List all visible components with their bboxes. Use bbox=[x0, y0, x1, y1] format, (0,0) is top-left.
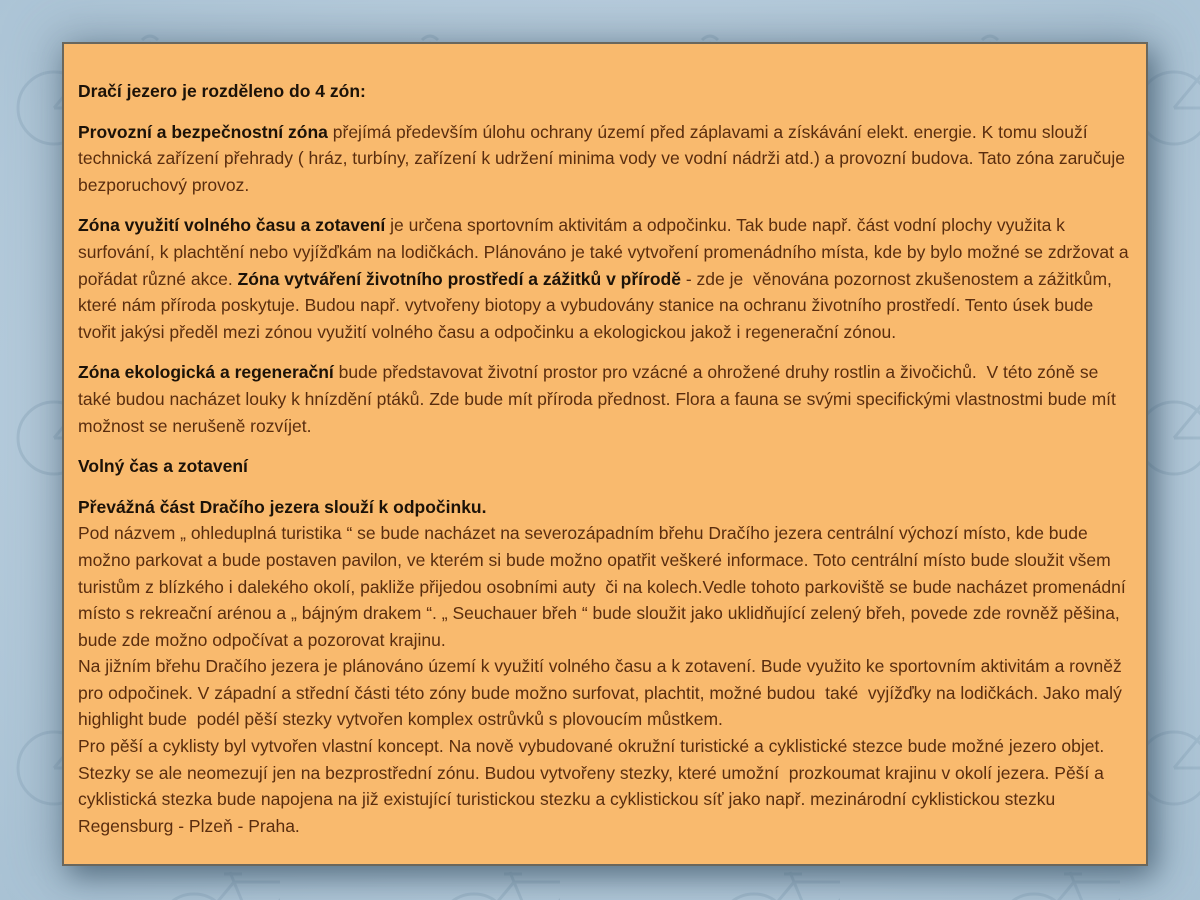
paragraph bbox=[78, 653, 1132, 733]
paragraph bbox=[78, 119, 1132, 199]
bold-run: Zóna využití volného času a zotavení bbox=[78, 215, 391, 236]
blank-line bbox=[78, 105, 1132, 119]
paragraph bbox=[78, 78, 1132, 105]
blank-line bbox=[78, 480, 1132, 494]
text-run: Pod názvem „ ohleduplná turistika “ se bude nacházet na severozápadním břehu Dračího jezera centrální výchozí místo, kde bude možno parkovat a bude postaven pavilon, ve kterém si bude možno opatřit veškeré informace. Toto centrální místo bude sloužit všem turistům z blízkého i dalekého okolí, pakliže přijedou osobními auty či na kolech.Vedle tohoto parkoviště se bude nacházet promenádní místo s rekreační arénou a „ bájným drakem “. „ Seuchauer břeh “ bude sloužit jako uklidňující zelený břeh, povede zde rovněž pěšina, bude zde možno odpočívat a pozorovat krajinu. bbox=[78, 523, 1131, 650]
paragraph bbox=[78, 494, 1132, 521]
paragraph bbox=[78, 359, 1132, 439]
paragraph bbox=[78, 212, 1139, 345]
bold-run: Zóna ekologická a regenerační bbox=[78, 362, 339, 383]
bold-run: Dračí jezero je rozděleno do 4 zón: bbox=[78, 81, 366, 101]
text-run: Na jižním břehu Dračího jezera je plánováno území k využití volného času a k zotavení. Bude využito ke sportovním aktivitám a rovněž pro odpočinek. V západní a střední části této zóny bude možno surfovat, plachtit, možné budou také vyjížďky na lodičkách. Jako malý highlight bude podél pěší stezky vytvořen komplex ostrůvků s plovoucím můstkem. bbox=[78, 656, 1127, 730]
blank-line bbox=[78, 345, 1132, 359]
text-run: - zde je věnována pozornost zkušenostem a zážitkům, které nám příroda poskytuje. Budou např. vytvořeny biotopy a vybudovány stanice na ochranu životního prostředí. Tento úsek bude tvořit jakýsi předěl mezi zónou využití volného času a odpočinku a ekologickou jakož i regenerační zónou. bbox=[78, 268, 1117, 342]
paragraph bbox=[78, 453, 1132, 480]
bold-run: Převážná část Dračího jezera slouží k odpočinku. bbox=[78, 496, 487, 517]
paragraph bbox=[78, 520, 1132, 653]
text-run: přejímá především úlohu ochrany území před záplavami a získávání elekt. energie. K tomu slouží technická zařízení přehrady ( hráz, turbíny, zařízení k udržení minima vody ve vodní nádrži atd.) a provozní budova. Tato zóna zaručuje bezporuchový provoz. bbox=[78, 121, 1130, 195]
text-run: bude představovat životní prostor pro vzácné a ohrožené druhy rostlin a živočichů. V této zóně se také budou nacházet louky k hnízdění ptáků. Zde bude mít příroda přednost. Flora a fauna se svými specifickými vlastnostmi bude mít možnost se nerušeně rozvíjet. bbox=[78, 362, 1121, 436]
bold-run: Provozní a bezpečnostní zóna bbox=[78, 121, 333, 142]
bold-run: Zóna vytváření životního prostředí a zážitků v přírodě bbox=[237, 268, 686, 289]
text-run: Pro pěší a cyklisty byl vytvořen vlastní koncept. Na nově vybudované okružní turistické a cyklistické stezce bude možné jezero objet. Stezky se ale neomezují jen na bezprostřední zónu. Budou vytvořeny stezky, které umožní prozkoumat krajinu v okolí jezera. Pěší a cyklistická stezka bude napojena na již existující turistickou stezku a cyklistickou síť jako např. mezinárodní cyklistickou stezku Regensburg - Plzeň - Praha. bbox=[78, 736, 1110, 836]
blank-line bbox=[78, 198, 1132, 212]
text-run: je určena sportovním aktivitám a odpočinku. Tak bude např. část vodní plochy využita k surfování, k plachtění nebo vyjížďkám na lodičkách. Plánováno je také vytvoření promenádního místa, kde by bylo možné se zdržovat a pořádat různé akce. bbox=[78, 215, 1139, 289]
bold-run: Volný čas a zotavení bbox=[78, 456, 248, 477]
paragraph bbox=[78, 733, 1132, 839]
content-panel bbox=[62, 42, 1148, 866]
blank-line bbox=[78, 439, 1132, 453]
